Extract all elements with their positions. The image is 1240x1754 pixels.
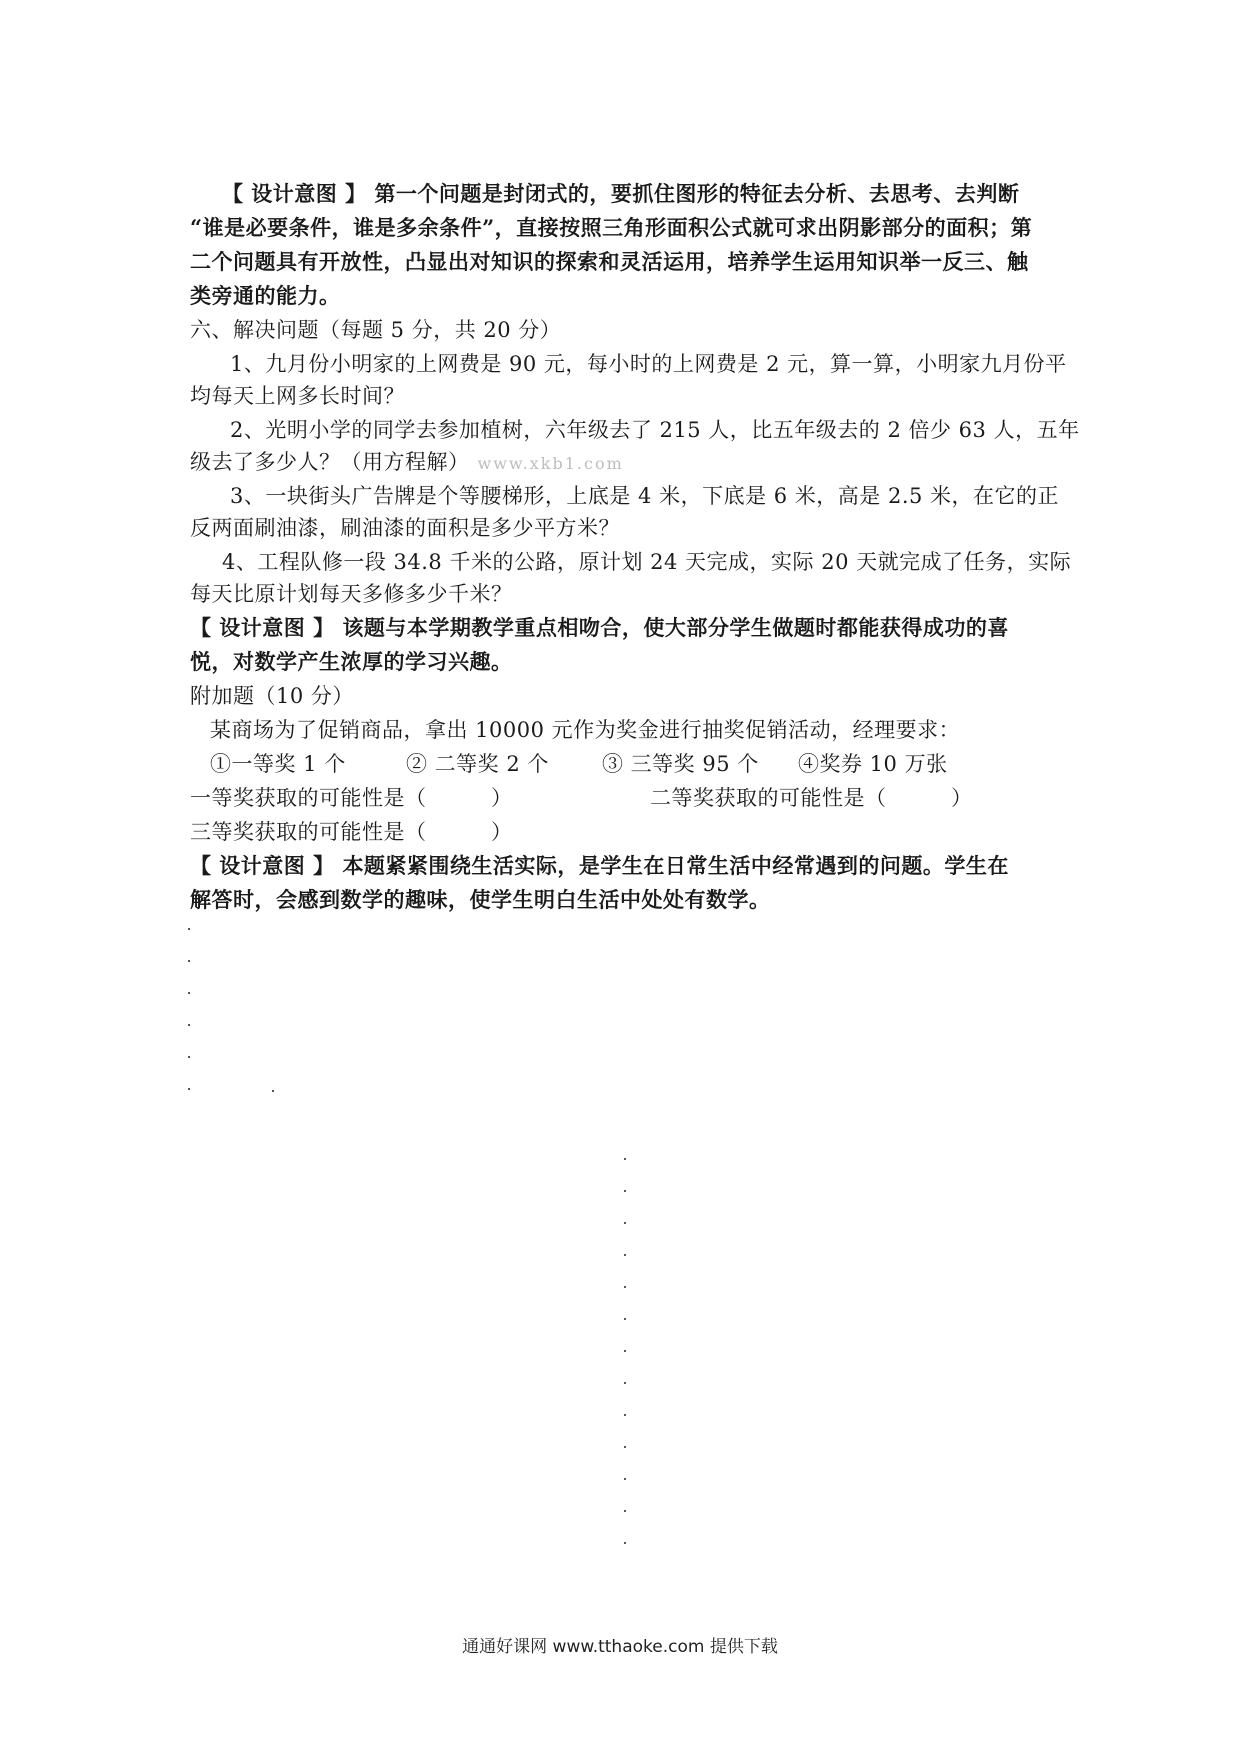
question-2-text: 级去了多少人？（用方程解） xyxy=(190,450,470,474)
probability-2: 二等奖获取的可能性是（ ） xyxy=(650,786,973,810)
design-intent-tag: 【 设计意图 】 xyxy=(190,853,335,878)
section-6-title: 六、解决问题（每题 5 分，共 20 分） xyxy=(190,318,562,342)
design-intent-2-line-1 xyxy=(190,612,1060,644)
bonus-option-4: ④奖券 10 万张 xyxy=(798,752,948,776)
bonus-probability-row-1 xyxy=(190,782,1060,814)
question-1-line-2: 均每天上网多长时间？ xyxy=(190,384,405,408)
bonus-option-1: ①一等奖 1 个 xyxy=(210,752,346,776)
footer-text: 通通好课网 www.tthaoke.com 提供下载 xyxy=(462,1637,778,1657)
design-intent-tag: 【 设计意图 】 xyxy=(222,181,367,206)
bonus-options xyxy=(210,748,1060,780)
bonus-option-3: ③ 三等奖 95 个 xyxy=(602,752,759,776)
design-intent-1-line-2: “谁是必要条件，谁是多余条件”，直接按照三角形面积公式就可求出阴影部分的面积；第 xyxy=(190,215,1033,240)
bonus-intro: 某商场为了促销商品，拿出 10000 元作为奖金进行抽奖促销活动，经理要求： xyxy=(210,718,961,742)
question-2-line-1: 2、光明小学的同学去参加植树，六年级去了 215 人，比五年级去的 2 倍少 63 人，五年 xyxy=(230,418,1080,442)
question-3-line-1: 3、一块街头广告牌是个等腰梯形，上底是 4 米，下底是 6 米，高是 2.5 米，在它的正 xyxy=(230,484,1060,508)
probability-1: 一等奖获取的可能性是（ ） xyxy=(190,786,513,810)
probability-3: 三等奖获取的可能性是（ ） xyxy=(190,820,513,844)
watermark-text: www.xkb1.com xyxy=(477,454,624,473)
bonus-option-2: ② 二等奖 2 个 xyxy=(406,752,549,776)
design-intent-text: 该题与本学期教学重点相吻合，使大部分学生做题时都能获得成功的喜 xyxy=(342,615,1009,640)
question-4-line-1: 4、工程队修一段 34.8 千米的公路，原计划 24 天完成，实际 20 天就完成了任务，实际 xyxy=(222,550,1072,574)
design-intent-1-line-3: 二个问题具有开放性，凸显出对知识的探索和灵活运用，培养学生运用知识举一反三、触 xyxy=(190,249,1029,274)
design-intent-1-line-4: 类旁通的能力。 xyxy=(190,283,341,308)
design-intent-tag: 【 设计意图 】 xyxy=(190,615,335,640)
design-intent-text: 本题紧紧围绕生活实际，是学生在日常生活中经常遇到的问题。学生在 xyxy=(342,853,1009,878)
design-intent-text: 第一个问题是封闭式的，要抓住图形的特征去分析、去思考、去判断 xyxy=(374,181,1020,206)
question-1-line-1: 1、九月份小明家的上网费是 90 元，每小时的上网费是 2 元，算一算，小明家九月份平 xyxy=(230,352,1067,376)
design-intent-3-line-2: 解答时，会感到数学的趣味，使学生明白生活中处处有数学。 xyxy=(190,887,771,912)
design-intent-2-line-2: 悦，对数学产生浓厚的学习兴趣。 xyxy=(190,649,513,674)
design-intent-1-line-1 xyxy=(222,178,1060,210)
question-4-line-2: 每天比原计划每天多修多少千米？ xyxy=(190,582,513,606)
question-2-line-2 xyxy=(190,446,1060,480)
design-intent-3-line-1 xyxy=(190,850,1060,882)
question-3-line-2: 反两面刷油漆，刷油漆的面积是多少平方米？ xyxy=(190,516,620,540)
bonus-title: 附加题（10 分） xyxy=(190,684,354,708)
